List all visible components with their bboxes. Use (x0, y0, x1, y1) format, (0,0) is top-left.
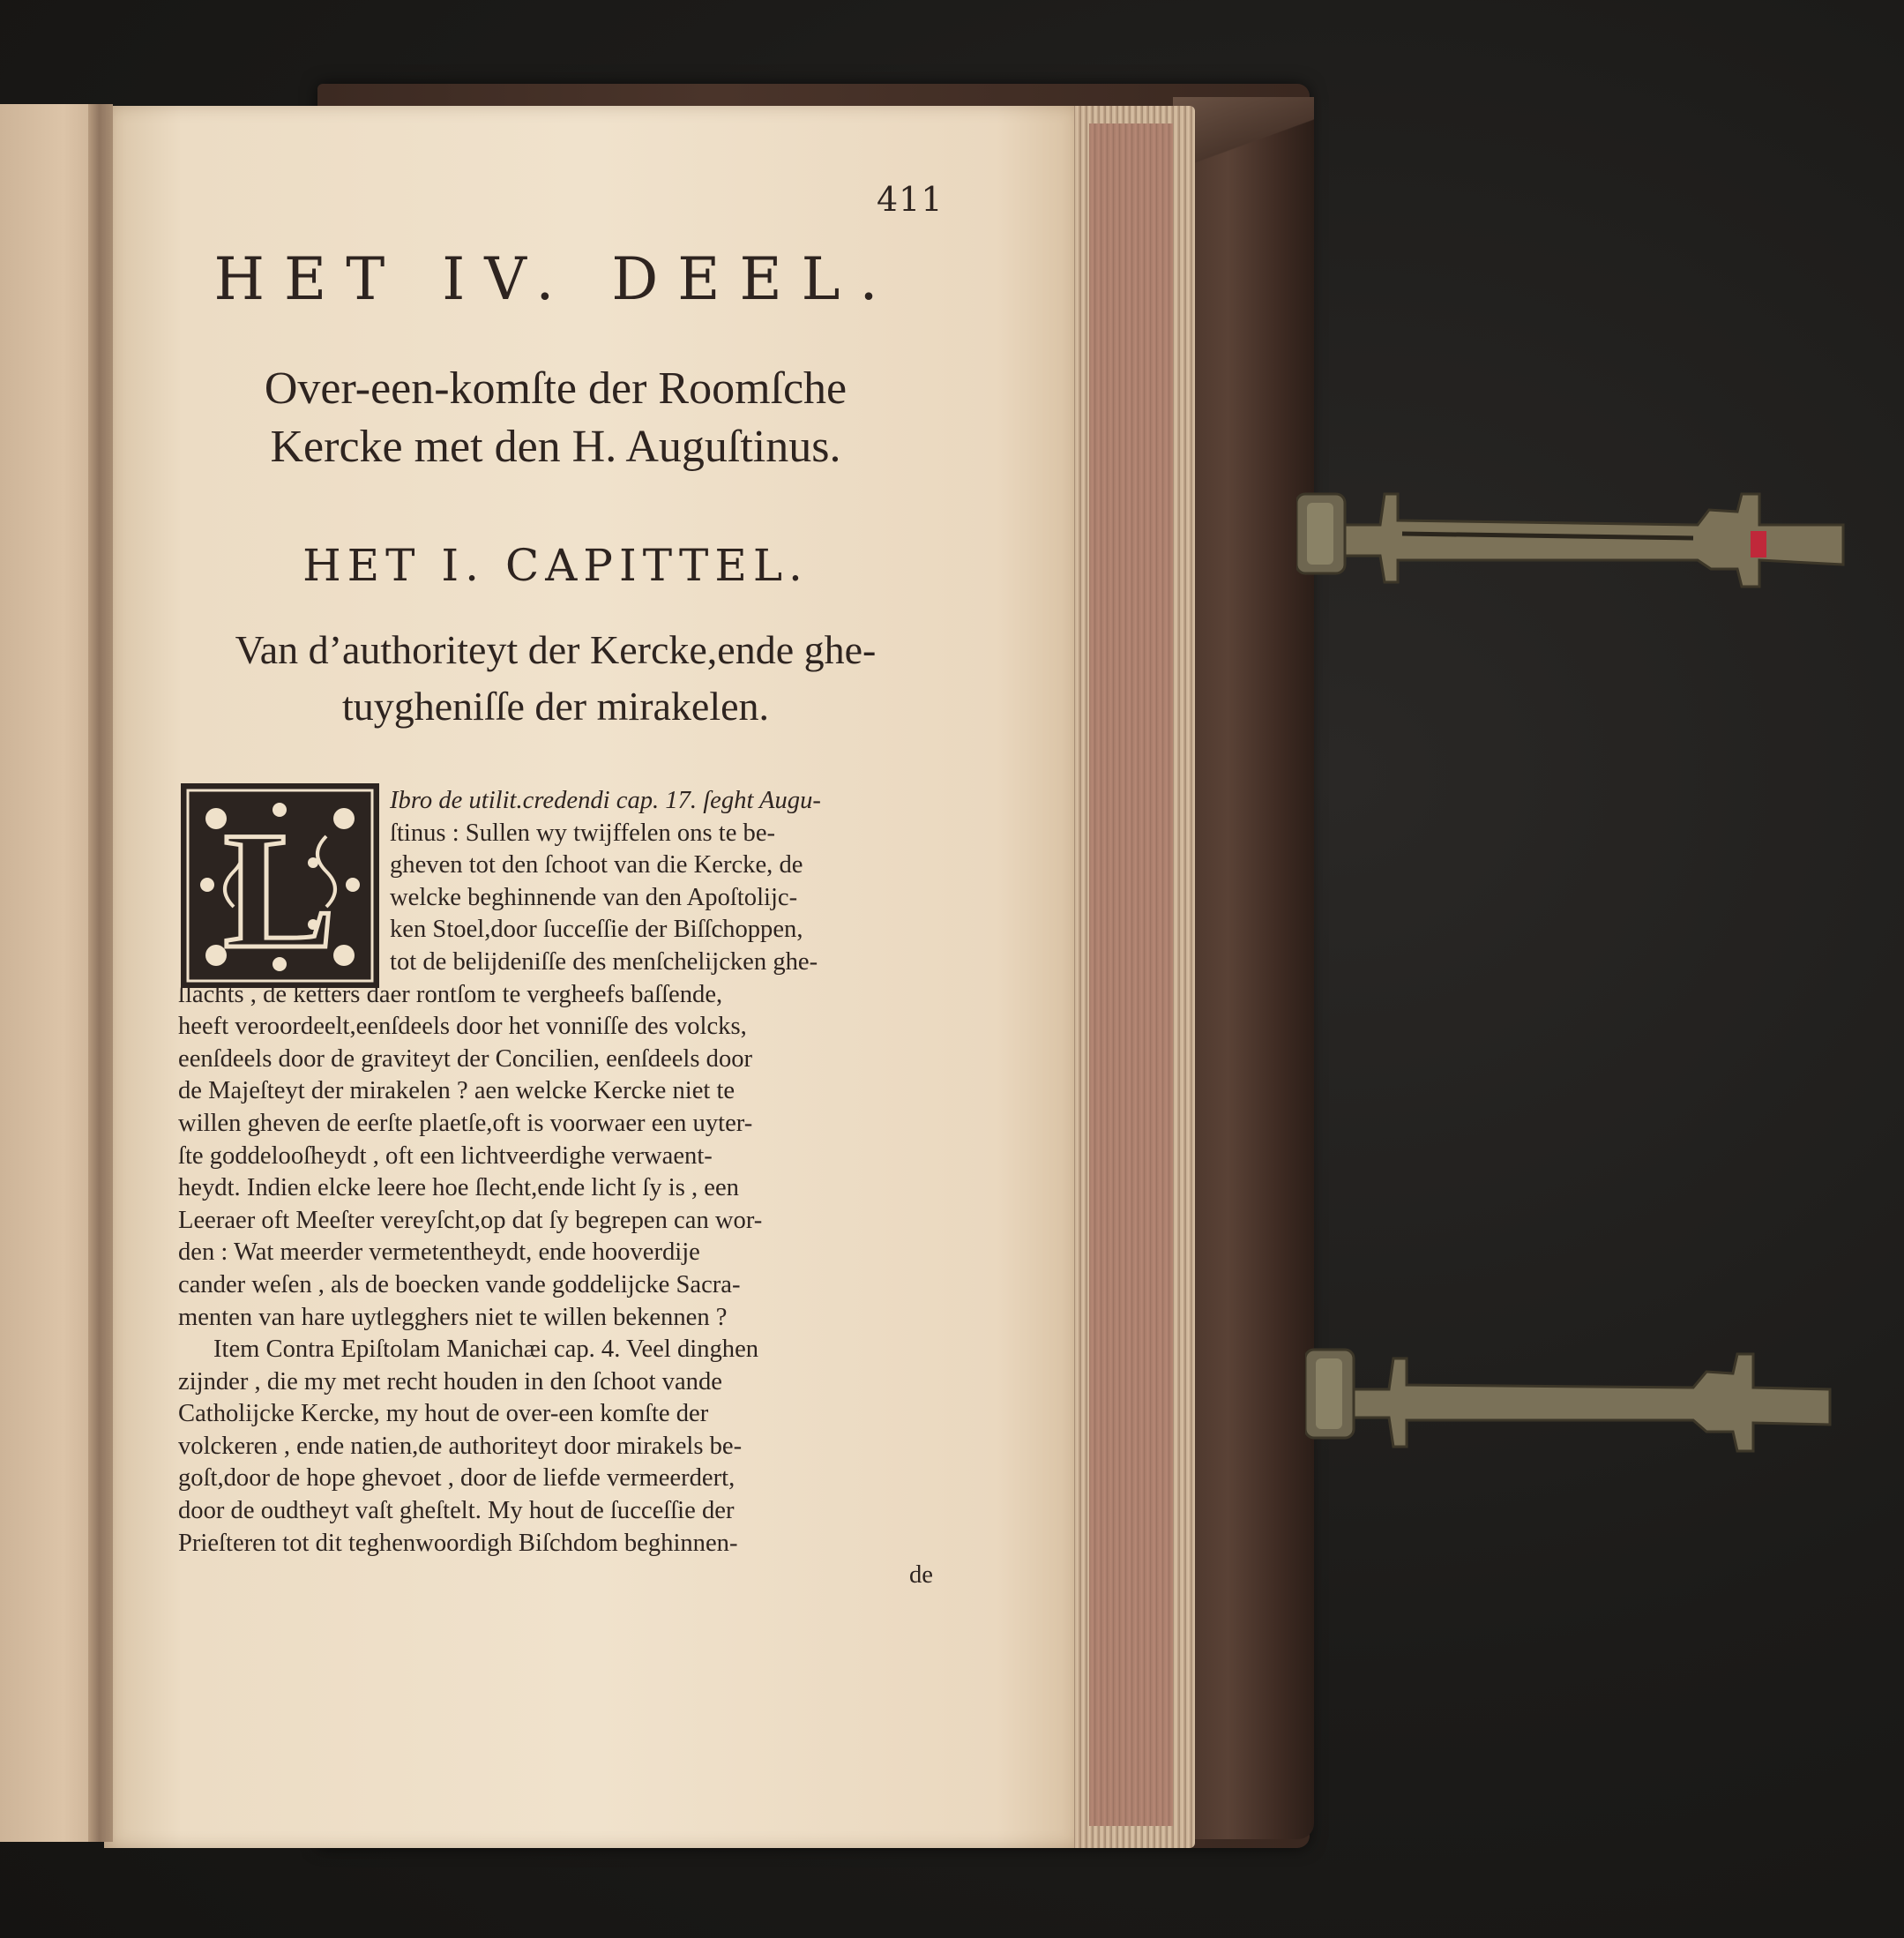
subtitle (168, 360, 944, 476)
text-line: heydt. Indien elcke leere hoe ſlecht,ende licht ſy is , een (178, 1174, 739, 1202)
catchword: de (909, 1561, 933, 1590)
text-line: ken Stoel,door ſucceſſie der Biſſchoppen, (390, 916, 803, 944)
text-line: den : Wat meerder vermetentheydt, ende hooverdije (178, 1238, 700, 1267)
subtitle-line: Over-een-komſte der Roomſche (264, 363, 847, 414)
lower-clasp-icon (1305, 1336, 1834, 1460)
text-line: gheven tot den ſchoot van die Kercke, de (390, 851, 803, 879)
text-line: ſtinus : Sullen wy twijffelen ons te be- (390, 819, 776, 847)
text-line: Ibro de utilit.credendi cap. 17. ſeght Augu- (390, 787, 821, 814)
text-line: volckeren , ende natien,de authoriteyt door mirakels be- (178, 1432, 743, 1460)
text-line: Catholijcke Kercke, my hout de over-een komſte der (178, 1400, 709, 1428)
text-line: welcke beghinnende van den Apoſtolijc- (390, 883, 798, 911)
cover-spine-edge (1182, 97, 1314, 1839)
gutter (88, 104, 113, 1842)
text-line: tot de belijdeniſſe des menſchelijcken ghe- (390, 947, 818, 976)
body-text (178, 785, 933, 1592)
text-line: ſte goddelooſheydt , oft een lichtveerdighe verwaent- (178, 1141, 713, 1170)
text-line: Item Contra Epiſtolam Manichæi cap. 4. Veel dinghen (213, 1336, 759, 1364)
chapter-title: HET I. CAPITTEL. (302, 540, 809, 591)
text-line: willen gheven de eerſte plaetſe,oft is voorwaer een uyter- (178, 1109, 753, 1137)
chapter-subtitle-line: Van d’authoriteyt der Kercke,ende ghe- (235, 627, 877, 672)
part-title: HET IV. DEEL. (213, 245, 898, 313)
upper-clasp-icon (1296, 476, 1861, 600)
page-number: 411 (877, 180, 944, 219)
text-line: Prieſteren tot dit teghenwoordigh Biſchdom beghinnen- (178, 1529, 738, 1557)
chapter-subtitle-line: tuygheniſſe der mirakelen. (341, 684, 770, 729)
text-line: heeft veroordeelt,eenſdeels door het vonniſſe des volcks, (178, 1013, 747, 1041)
text-line: Leeraer oft Meeſter vereyſcht,op dat ſy begrepen can wor- (178, 1206, 763, 1234)
text-line: de Majeſteyt der mirakelen ? aen welcke Kercke niet te (178, 1077, 735, 1105)
text-line: door de oudtheyt vaſt gheſtelt. My hout de ſucceſſie der (178, 1497, 735, 1525)
text-line: ſlachts , de ketters daer rontſom te vergheefs baſſende, (178, 980, 723, 1008)
text-line: goſt,door de hope ghevoet , door de liefde vermeerdert, (178, 1464, 735, 1493)
text-line: cander weſen , als de boecken vande goddelijcke Sacra- (178, 1270, 741, 1298)
text-line: menten van hare uytlegghers niet te willen bekennen ? (178, 1303, 728, 1331)
text-line: eenſdeels door de graviteyt der Concilien, eenſdeels door (178, 1044, 753, 1073)
subtitle-line: Kercke met den H. Auguſtinus. (270, 422, 841, 472)
chapter-subtitle (168, 622, 944, 735)
drop-cap-letter: L (223, 798, 336, 984)
text-line: zijnder , die my met recht houden in den ſchoot vande (178, 1367, 722, 1396)
red-edge-gilding (1089, 123, 1173, 1826)
